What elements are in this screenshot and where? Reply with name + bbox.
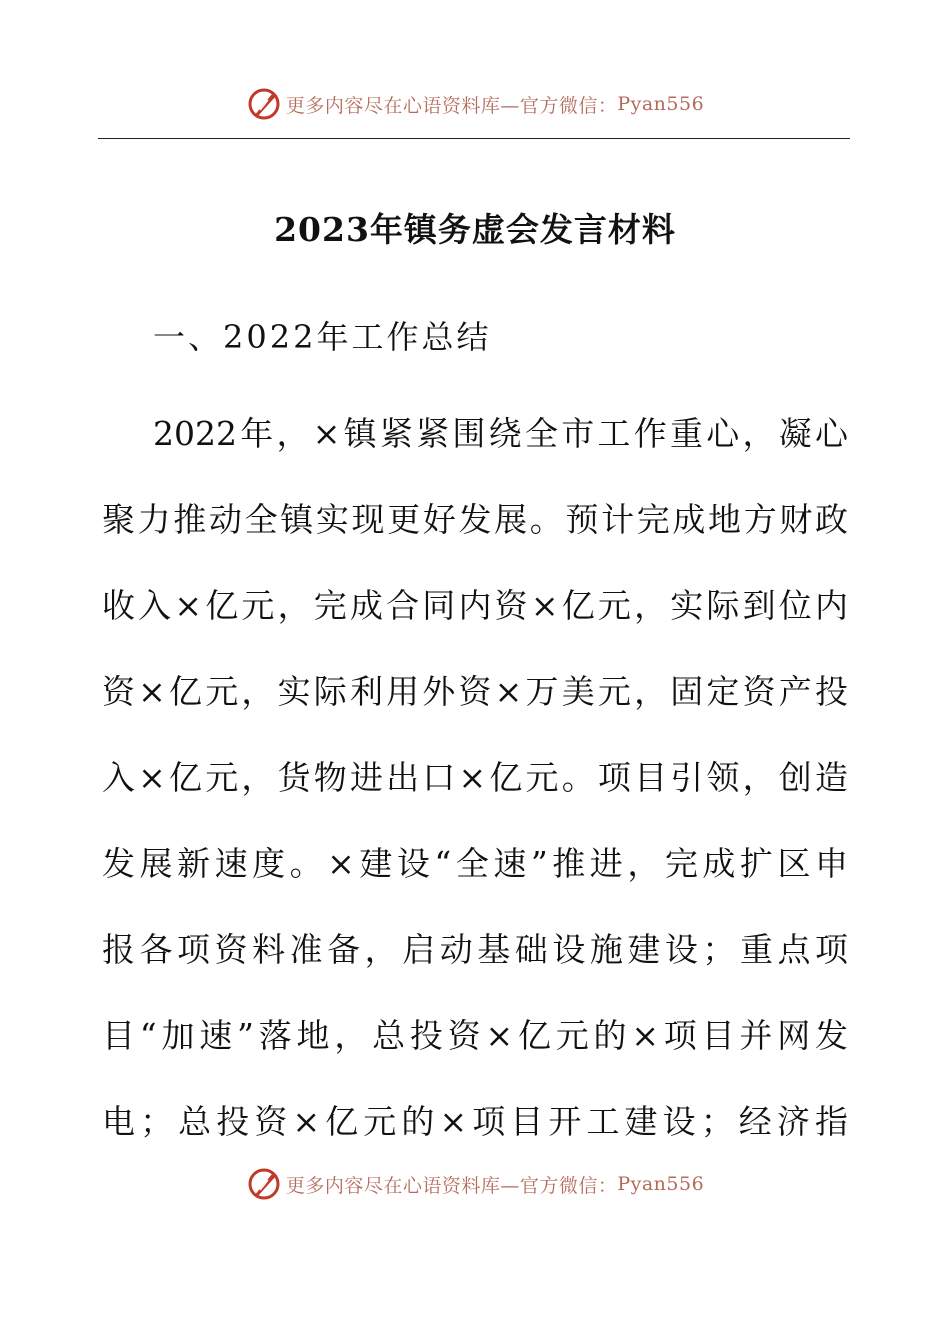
- paragraph-line: 入×亿元，货物进出口×亿元。项目引领，创造: [102, 758, 848, 797]
- header-banner-text: 更多内容尽在心语资料库—官方微信：: [285, 94, 618, 117]
- quill-logo-icon: [246, 1166, 282, 1202]
- footer-wechat-id: Pyan556: [617, 1173, 705, 1195]
- paragraph-line: 报各项资料准备，启动基础设施建设；重点项: [102, 930, 848, 969]
- footer-banner-text: 更多内容尽在心语资料库—官方微信：: [285, 1174, 618, 1197]
- header-divider: [98, 138, 850, 139]
- document-title: 2023年镇务虚会发言材料: [274, 210, 676, 249]
- quill-logo-icon: [246, 86, 282, 122]
- footer-banner: [0, 1164, 950, 1204]
- paragraph-line: 电；总投资×亿元的×项目开工建设；经济指: [102, 1102, 848, 1141]
- paragraph-line: 目“加速”落地，总投资×亿元的×项目并网发: [102, 1016, 848, 1055]
- paragraph-line: 资×亿元，实际利用外资×万美元，固定资产投: [102, 672, 848, 711]
- paragraph-line: 收入×亿元，完成合同内资×亿元，实际到位内: [102, 586, 848, 625]
- section-heading: 一、2022年工作总结: [153, 318, 492, 356]
- header-banner: [0, 84, 950, 124]
- paragraph-line: 发展新速度。×建设“全速”推进，完成扩区申: [102, 844, 848, 883]
- paragraph-line: 聚力推动全镇实现更好发展。预计完成地方财政: [102, 500, 848, 539]
- header-wechat-id: Pyan556: [617, 93, 705, 115]
- paragraph-line: 2022年，×镇紧紧围绕全市工作重心，凝心: [153, 414, 848, 453]
